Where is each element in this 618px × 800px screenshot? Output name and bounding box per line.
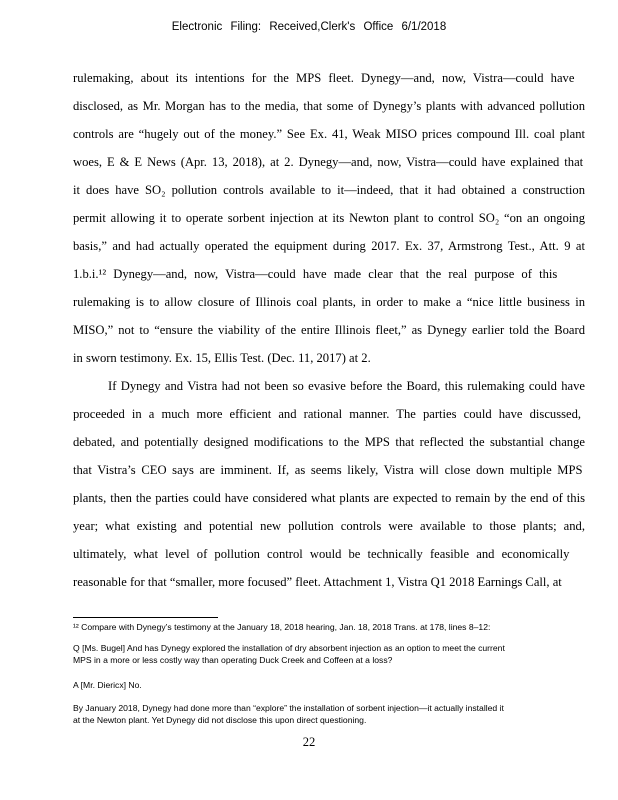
footnote-separator: [73, 617, 218, 618]
filing-header: Electronic Filing: Received,Clerk's Office 6/1/2018: [171, 21, 447, 33]
body-line: controls are “hugely out of the money.” See Ex. 41, Weak MISO prices compound Ill. coal plant: [73, 127, 585, 141]
body-line: proceeded in a much more efficient and rational manner. The parties could have discussed,: [73, 407, 582, 421]
body-line: it does have SO₂ pollution controls available to it—indeed, that it had obtained a construction: [73, 183, 585, 197]
body-line: permit allowing it to operate sorbent injection at its Newton plant to control SO₂ “on an ongoing: [73, 211, 585, 225]
footnote-quote: Q [Ms. Bugel] And has Dynegy explored the installation of dry absorbent injection as an option to meet the current: [73, 643, 505, 653]
body-line: rulemaking is to allow closure of Illinois coal plants, in order to make a “nice little business in: [73, 295, 585, 309]
body-line: disclosed, as Mr. Morgan has to the media, that some of Dynegy’s plants with advanced pollution: [73, 99, 585, 113]
body-line: 1.b.i.¹² Dynegy—and, now, Vistra—could have made clear that the real purpose of this: [73, 267, 558, 281]
body-line: MISO,” not to “ensure the viability of the entire Illinois fleet,” as Dynegy earlier told the Board: [73, 323, 585, 337]
body-line: basis,” and had actually operated the equipment during 2017. Ex. 37, Armstrong Test., Att. 9 at: [73, 239, 585, 253]
footnote-line: ¹² Compare with Dynegy’s testimony at the January 18, 2018 hearing, Jan. 18, 2018 Trans. at 178, lines 8–12:: [73, 622, 491, 632]
body-line: in sworn testimony. Ex. 15, Ellis Test. (Dec. 11, 2017) at 2.: [73, 351, 371, 365]
body-line: rulemaking, about its intentions for the MPS fleet. Dynegy—and, now, Vistra—could have: [73, 71, 575, 85]
body-line: that Vistra’s CEO says are imminent. If, as seems likely, Vistra will close down multiple MPS: [73, 463, 583, 477]
footnote-line: By January 2018, Dynegy had done more than “explore” the installation of sorbent injection—it actually installed it: [73, 703, 504, 713]
body-line: reasonable for that “smaller, more focused” fleet. Attachment 1, Vistra Q1 2018 Earnings Call, at: [73, 575, 562, 589]
body-line: woes, E & E News (Apr. 13, 2018), at 2. Dynegy—and, now, Vistra—could have explained that: [73, 155, 584, 169]
footnote-line: at the Newton plant. Yet Dynegy did not disclose this upon direct questioning.: [73, 715, 367, 725]
footnote-answer: A [Mr. Diericx] No.: [73, 680, 142, 690]
footnote-quote: MPS in a more or less costly way than operating Duck Creek and Coffeen at a loss?: [73, 655, 393, 665]
body-line: debated, and potentially designed modifications to the MPS that reflected the substantial change: [73, 435, 585, 449]
body-line: year; what existing and potential new pollution controls were available to those plants; and,: [73, 519, 585, 533]
body-line: plants, then the parties could have considered what plants are expected to remain by the end of this: [73, 491, 585, 505]
page-number: 22: [302, 735, 316, 749]
paragraph-first-line: If Dynegy and Vistra had not been so evasive before the Board, this rulemaking could have: [108, 379, 585, 393]
body-line: ultimately, what level of pollution control would be technically feasible and economically: [73, 547, 570, 561]
